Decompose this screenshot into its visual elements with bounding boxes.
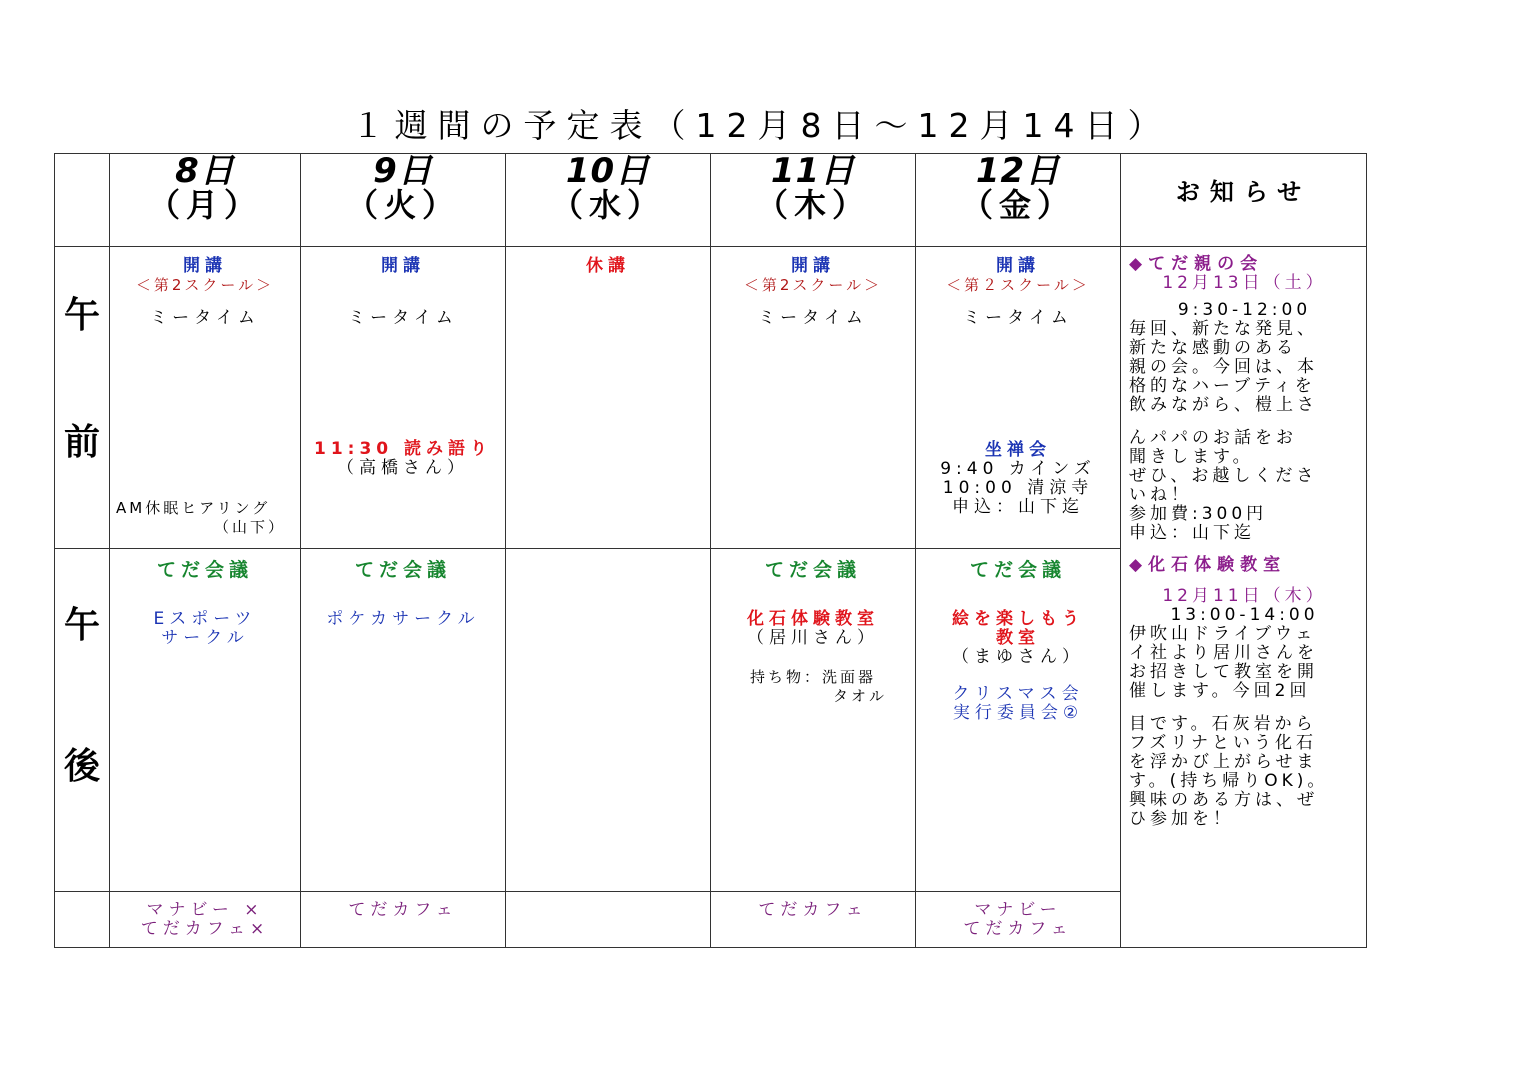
pm-thu: てだ会議 化石体験教室 （居川さん） 持ち物：洗面器 タオル <box>711 549 916 892</box>
notice-header: お知らせ <box>1121 154 1367 247</box>
day-header-tue: 9日 （火） <box>301 154 506 247</box>
pm-fri: てだ会議 絵を楽しもう 教室 （まゆさん） クリスマス会 実行委員会② <box>916 549 1121 892</box>
am-thu: 開講 ＜第2スクール＞ ミータイム <box>711 247 916 549</box>
header-row <box>55 154 1367 247</box>
am-mon: 開講 ＜第2スクール＞ ミータイム AM休眠ヒアリング （山下） <box>110 247 301 549</box>
morning-label: 午 前 <box>55 247 110 549</box>
pm-mon: てだ会議 Eスポーツ サークル <box>110 549 301 892</box>
am-wed: 休講 <box>506 247 711 549</box>
eve-tue: てだカフェ <box>301 892 506 948</box>
notice-fossil-title: ◆化石体験教室 <box>1129 555 1287 575</box>
eve-mon: マナビー × てだカフェ× <box>110 892 301 948</box>
eve-wed <box>506 892 711 948</box>
day-header-mon: 8日 （月） <box>110 154 301 247</box>
afternoon-label: 午 後 <box>55 549 110 892</box>
morning-row <box>55 247 1367 549</box>
page-title: １週間の予定表（12月8日～12月14日） <box>351 106 1171 145</box>
eve-fri: マナビー てだカフェ <box>916 892 1121 948</box>
day-header-thu: 11日 （木） <box>711 154 916 247</box>
am-tue: 開講 ミータイム 11:30 読み語り （高橋さん） <box>301 247 506 549</box>
corner-cell <box>55 154 110 247</box>
day-header-fri: 12日 （金） <box>916 154 1121 247</box>
am-fri: 開講 ＜第２スクール＞ ミータイム 坐禅会 9:40 カインズ 10:00 清涼寺 申込：山下迄 <box>916 247 1121 549</box>
weekly-schedule-table <box>54 153 1367 948</box>
notice-panel: ◆てだ親の会 12月13日（土） 9:30-12:00 毎回、新たな発見、 新たな感動のある 親の会。今回は、本 格的なハーブティを 飲みながら、榿上さ んパパのお話をお 聞きします。 ぜひ、お越しくださ いね！ 参加費:300円 申込：山下迄 ◆化石体験教室 12月11日（木） 13:00-14:00 伊吹山ドライブウェ イ社より居川さんを お招きして教室を開 催します。今回2回 目です。石灰岩から フズリナという化石 を浮かび上がらせま す。(持ち帰りOK)。 興味のある方は、ぜ ひ参加を！ <box>1121 247 1367 948</box>
pm-tue: てだ会議 ポケカサークル <box>301 549 506 892</box>
pm-wed <box>506 549 711 892</box>
evening-label <box>55 892 110 948</box>
notice-oyanokai-title: ◆てだ親の会 <box>1129 254 1264 274</box>
eve-thu: てだカフェ <box>711 892 916 948</box>
day-header-wed: 10日 （水） <box>506 154 711 247</box>
